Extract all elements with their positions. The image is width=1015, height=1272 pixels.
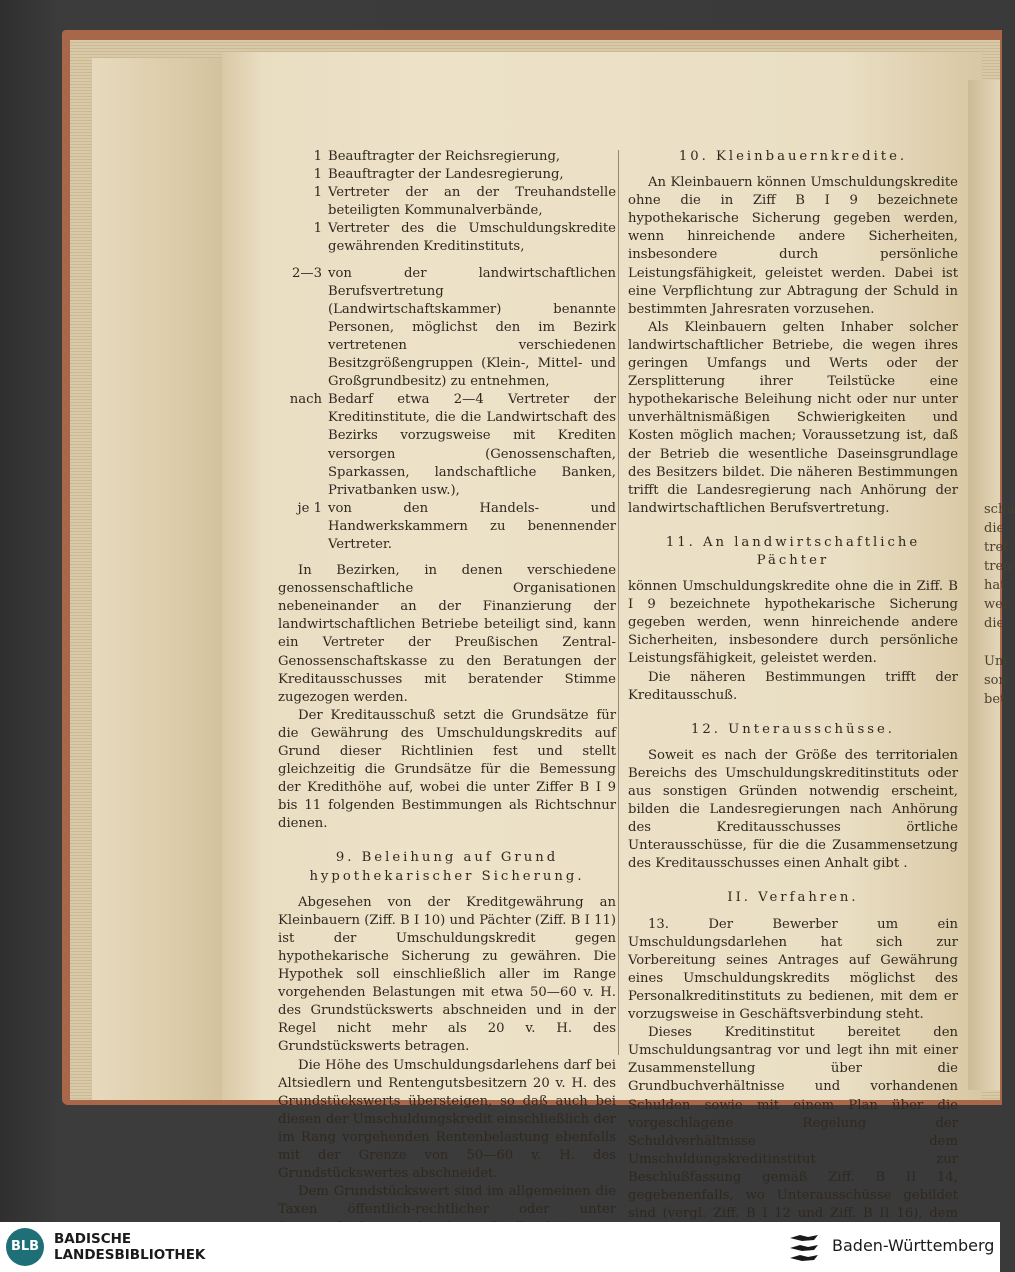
paragraph: Soweit es nach der Größe des territorialen Bereichs des Umschuldungskreditinstituts oder aus sonstigen Gründen notwendig erscheint, bilden die Landesregierungen nach Anhörung des Kreditausschusses örtliche Unterausschüsse, für die die Zusammensetzung des Kreditausschusses einen Anhalt gibt .: [628, 747, 958, 872]
paragraph: Die Höhe des Umschuldungsdarlehens darf bei Altsiedlern und Rentengutsbesitzern 20 v. H. des Grundstückswerts übersteigen, so daß auch bei diesen der Umschuldungskredit einschließlich der im Rang vorgehenden Rentenbelastung ebenfalls mit der Grenze von 50—60 v. H. des Grundstückswertes abschneidet.: [278, 1057, 616, 1182]
fragment: treu: [984, 559, 1012, 574]
fragment: wer: [984, 597, 1010, 612]
member-count: 1: [313, 167, 322, 183]
fragment: Um: [984, 654, 1008, 669]
member-row: [278, 265, 616, 392]
paragraph: Der Kreditausschuß setzt die Grundsätze für die Gewährung des Umschuldungskredits auf Grund dieser Richtlinien fest und stellt gleichzeitig die Grundsätze für die Bemessung der Kredithöhe auf, wobei die unter Ziffer B I 9 bis 11 folgenden Bestimmungen als Richtschnur dienen.: [278, 707, 616, 832]
member-count: 1: [313, 149, 322, 164]
fragment: son: [984, 673, 1007, 688]
member-text: Bedarf etwa 2—4 Vertreter der Kreditinstitute, die die Landwirtschaft des Bezirks vorzugsweise mit Krediten versorgen (Genossenschaften, Sparkassen, landschaftliche Banken, Privatbanken usw.),: [328, 392, 616, 498]
state-name[interactable]: Baden-Württemberg: [832, 1236, 995, 1255]
paragraph: 13. Der Bewerber um ein Umschuldungsdarlehen hat sich zur Vorbereitung seines Antrages auf Gewährung eines Umschuldungskredits möglichst des Personalkreditinstituts zu bedienen, mit dem er vorzugsweise in Geschäftsverbindung steht.: [628, 916, 958, 1023]
member-text: von der landwirtschaftlichen Berufsvertretung (Landwirtschaftskammer) benannte Personen, möglichst den im Bezirk vertretenen verschiedenen Besitzgrößengruppen (Klein-, Mittel- und Großgrundbesitz) zu entnehmen,: [328, 265, 616, 390]
member-text: Vertreter der an der Treuhandstelle beteiligten Kommunalverbände,: [328, 185, 616, 219]
fragment: hat: [984, 578, 1006, 593]
member-count: 2—3: [292, 265, 322, 281]
next-page-text: [984, 500, 1015, 709]
fragment: tref: [984, 540, 1008, 555]
section-heading: 9. Beleihung auf Grund hypothekarischer Sicherung.: [309, 850, 585, 884]
paragraph: Abgesehen von der Kreditgewährung an Kleinbauern (Ziff. B I 10) und Pächter (Ziff. B I 11) ist der Umschuldungskredit gegen hypothekarische Sicherung zu gewähren. Die Hypothek soll einschließlich aller im Range vorgehenden Belastungen mit etwa 50—60 v. H. des Grundstückswerts abschneiden und in der Regel nicht mehr als 20 v. H. des Grundstückswerts betragen.: [278, 894, 616, 1055]
member-row: [278, 166, 616, 184]
member-row: [278, 184, 616, 220]
member-row: [278, 220, 616, 256]
section-heading: 11. An landwirtschaftliche Pächter: [665, 534, 921, 568]
library-name-line: LANDESBIBLIOTHEK: [54, 1247, 206, 1263]
paragraph: In Bezirken, in denen verschiedene genossenschaftliche Organisationen nebeneinander an der Finanzierung der landwirtschaftlichen Betriebe beteiligt sind, kann ein Vertreter der Preußischen Zentral-Genossenschaftskasse zu den Beratungen der Kreditausschusses mit beratender Stimme zugezogen werden.: [278, 563, 616, 705]
member-row: [278, 148, 616, 166]
column-divider: [618, 150, 619, 1055]
section-heading: 12. Unterausschüsse.: [691, 721, 895, 737]
paragraph: können Umschuldungskredite ohne die in Ziff. B I 9 bezeichnete hypothekarische Sicherung gegeben werden, wenn hinreichende andere Sicherheiten, insbesondere durch persönliche Leistungsfähigkeit, geleistet werden.: [628, 579, 958, 667]
member-count: 1: [313, 221, 322, 237]
member-count: 1: [313, 185, 322, 201]
paragraph: Die näheren Bestimmungen trifft der Kreditausschuß.: [628, 669, 958, 703]
member-text: von den Handels- und Handwerkskammern zu benennender Vertreter.: [328, 500, 616, 552]
member-count: je 1: [297, 500, 322, 516]
member-row: [278, 500, 616, 554]
member-count: nach: [289, 392, 322, 408]
member-text: Beauftragter der Reichsregierung,: [328, 149, 561, 164]
member-text: Beauftragter der Landesregierung,: [328, 167, 564, 183]
library-name-line: BADISCHE: [54, 1231, 132, 1247]
fragment: die: [984, 521, 1005, 536]
paragraph: Dem Grundstückswert sind im allgemeinen die Taxen öffentlich-rechtlicher oder unter: [278, 1184, 616, 1218]
blb-logo[interactable]: BLB: [6, 1228, 44, 1266]
fragment: [984, 633, 1000, 652]
section-heading: 10. Kleinbauernkredite.: [678, 149, 908, 164]
section-heading: II. Verfahren.: [727, 890, 859, 906]
paragraph: An Kleinbauern können Umschuldungskredite ohne die in Ziff B I 9 bezeichnete hypothekarische Sicherung gegeben werden, wenn hinreichende andere Sicherheiten, insbesondere durch persönliche Leistungsfähigkeit, geleistet werden. Dabei ist eine Verpflichtung zur Abtragung der Schuld in bestimmten Jahresraten vorzusehen.: [628, 175, 958, 317]
library-name[interactable]: [54, 1231, 205, 1263]
fragment: bet: [984, 692, 1006, 707]
member-row: [278, 391, 616, 500]
left-page-edge: [92, 58, 232, 1100]
paragraph: Dieses Kreditinstitut bereitet den Umschuldungsantrag vor und legt ihn mit einer Zusammenstellung über die Grundbuchverhältnisse und vorhandenen Schulden sowie mit einem Plan über die vorgeschlagene Regelung der Schuldverhältnisse dem Umschuldungskreditinstitut zur Beschlußfassung gemäß Ziff. B II 14, gegebenenfalls, wo Unterausschüsse gebildet sind (vergl. Ziff. B I 12 und Ziff. B II 16), dem: [628, 1025, 958, 1222]
paragraph: Als Kleinbauern gelten Inhaber solcher landwirtschaftlicher Betriebe, die wegen ihres geringen Umfangs und Werts oder der Zersplitterung ihrer Teilstücke eine hypothekarische Beleihung nicht oder nur unter unverhältnismäßigen Schwierigkeiten und Kosten möglich machen; Voraussetzung ist, daß der Betrieb die wesentliche Daseinsgrundlage des Besitzers bildet. Die näheren Bestimmungen trifft die Landesregierung nach Anhörung der landwirtschaftlichen Berufsvertretung.: [628, 319, 958, 516]
fragment: die: [984, 616, 1005, 631]
left-column: [278, 148, 616, 1256]
member-text: Vertreter des die Umschuldungskredite gewährenden Kreditinstituts,: [328, 221, 616, 255]
footer-bar: [0, 1222, 1000, 1272]
right-column: [628, 148, 958, 1259]
fragment: schu: [984, 502, 1015, 517]
state-lions-icon: [788, 1232, 822, 1262]
